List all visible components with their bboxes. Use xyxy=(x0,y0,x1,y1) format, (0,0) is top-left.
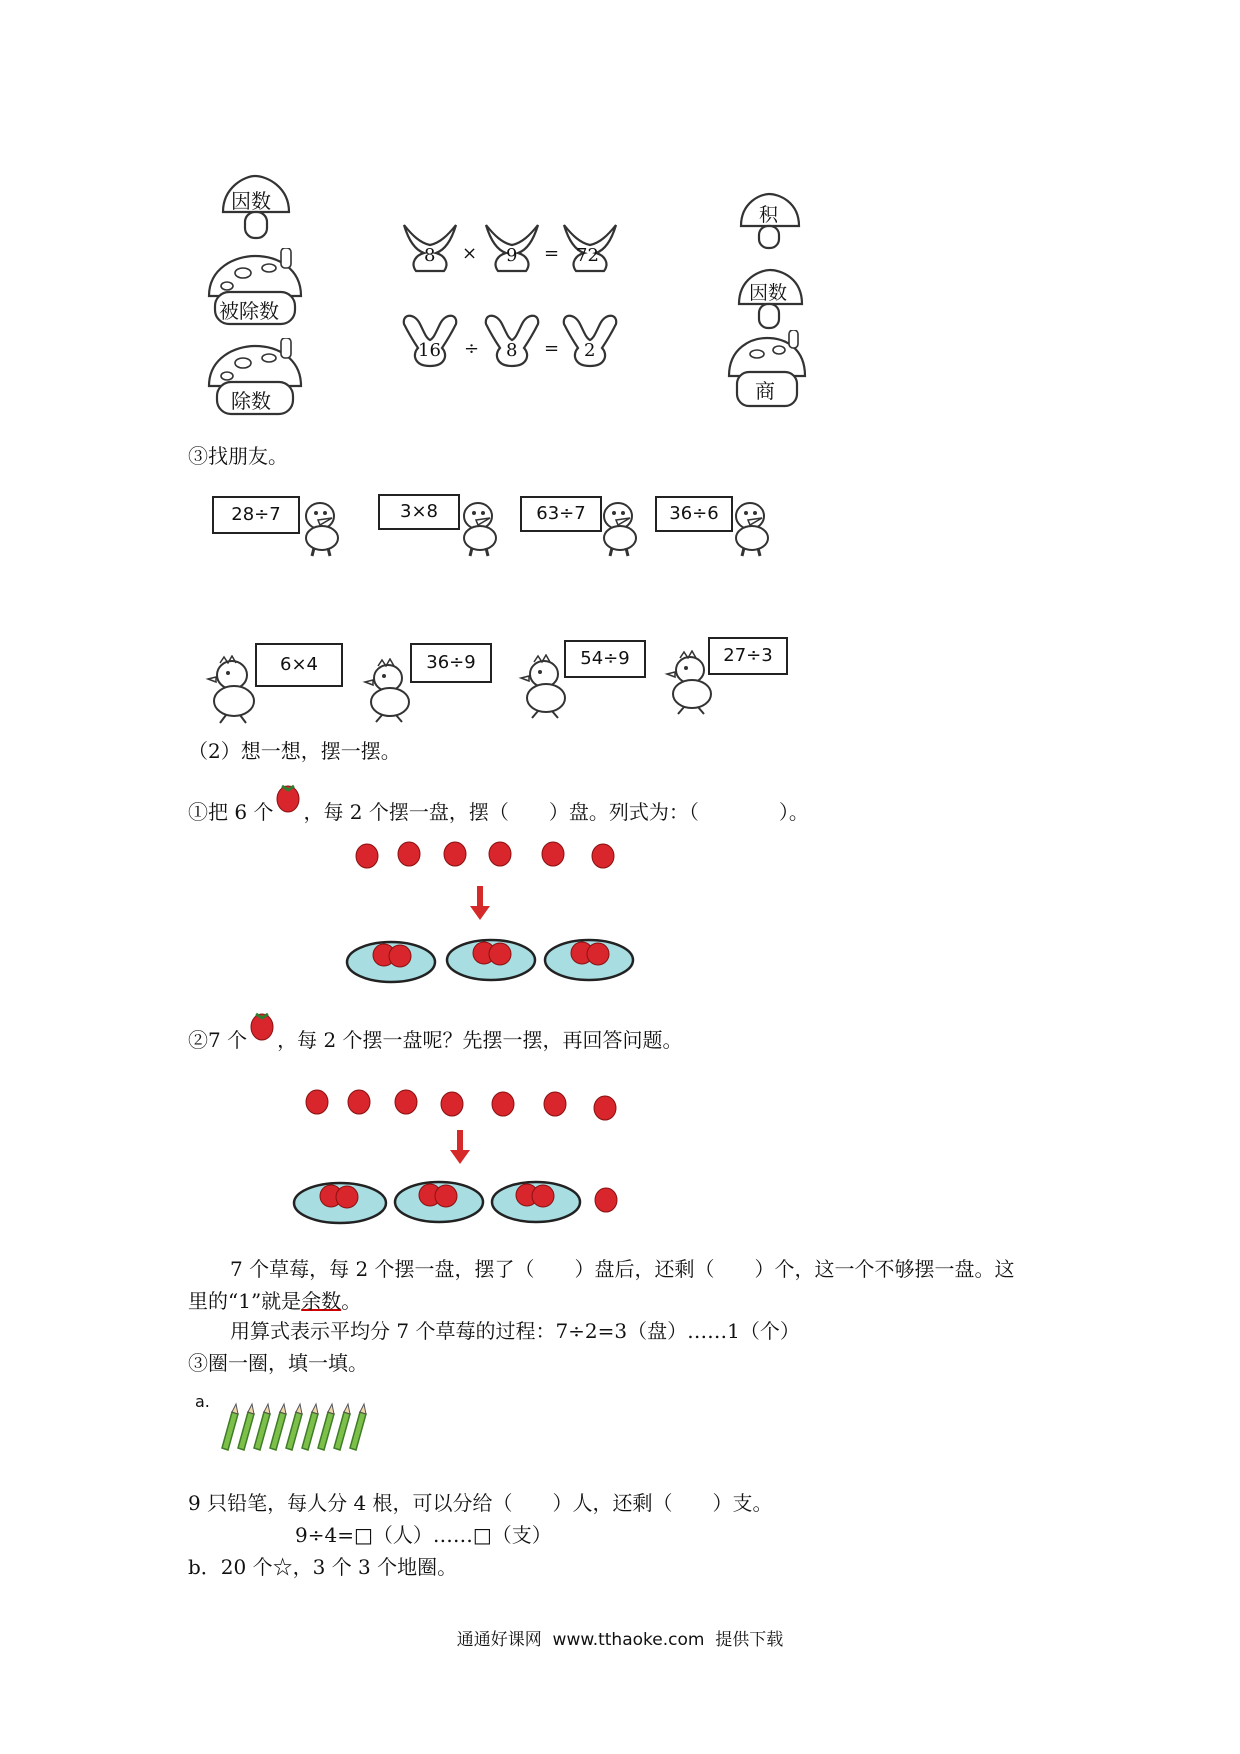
paragraph-1-line-1: 7 个草莓，每 2 个摆一盘，摆了（ ）盘后，还剩（ ）个，这一个不够摆一盘。这 xyxy=(230,1257,1015,1281)
remainder-term: 余数 xyxy=(301,1289,342,1313)
strawberry-icon xyxy=(247,1025,277,1047)
mushroom-label: 被除数 xyxy=(219,299,279,323)
eq2-c: 2 xyxy=(584,340,596,361)
mushroom-left-2 xyxy=(205,248,305,333)
expression-card: 6×4 xyxy=(255,643,343,687)
equation-row-1 xyxy=(400,215,620,275)
strawberry-plates-illustration xyxy=(285,1080,635,1230)
expression-card: 28÷7 xyxy=(212,496,300,534)
eq1-c: 72 xyxy=(576,245,599,266)
question-1-post: ，每 2 个摆一盘，摆（ ）盘。列式为：（ ）。 xyxy=(303,800,809,824)
strawberry-icon xyxy=(273,797,303,819)
eq1-a: 8 xyxy=(424,245,436,266)
paragraph-2: 用算式表示平均分 7 个草莓的过程：7÷2=3（盘）……1（个） xyxy=(230,1319,800,1343)
eq1-eq: = xyxy=(544,243,560,264)
eq1-op: × xyxy=(462,243,478,264)
bird-icon xyxy=(456,498,504,558)
question-1-pre: ①把 6 个 xyxy=(188,800,274,824)
question-3-title: ③圈一圈，填一填。 xyxy=(188,1351,368,1375)
footer: 通通好课网 www.tthaoke.com 提供下载 xyxy=(456,1630,784,1650)
paragraph-1-line-2-pre: 里的“1”就是 xyxy=(188,1289,302,1313)
expression-card: 3×8 xyxy=(378,494,460,530)
expression-card: 27÷3 xyxy=(708,637,788,675)
bird-icon xyxy=(728,498,776,558)
expression-card: 36÷9 xyxy=(410,643,492,683)
mushroom-label: 因数 xyxy=(749,282,788,304)
chick-icon xyxy=(200,655,262,725)
eq1-b: 9 xyxy=(506,245,518,266)
mushroom-label: 商 xyxy=(755,379,775,403)
expression-card: 36÷6 xyxy=(655,496,733,532)
mushroom-right-2 xyxy=(733,266,808,336)
mushroom-right-3 xyxy=(725,330,810,415)
question-3a: 9 只铅笔，每人分 4 根，可以分给（ ）人，还剩（ ）支。 xyxy=(188,1491,773,1515)
question-3b: b．20 个☆，3 个 3 个地圈。 xyxy=(188,1555,458,1579)
paragraph-1-line-2 xyxy=(188,1288,361,1314)
expression-card: 63÷7 xyxy=(520,496,602,532)
question-1 xyxy=(188,797,809,825)
section2-title: （2）想一想，摆一摆。 xyxy=(188,739,401,763)
chick-icon xyxy=(358,658,416,724)
eq2-a: 16 xyxy=(418,340,441,361)
mushroom-label: 积 xyxy=(759,204,779,226)
eq2-eq: = xyxy=(544,338,560,359)
eq2-op: ÷ xyxy=(464,338,480,359)
question-2-post: ，每 2 个摆一盘呢？先摆一摆，再回答问题。 xyxy=(277,1028,683,1052)
equation-row-2 xyxy=(400,310,620,370)
pencils-illustration xyxy=(218,1402,393,1452)
question-3a-formula: 9÷4=□（人）……□（支） xyxy=(295,1523,552,1547)
question-2 xyxy=(188,1025,683,1053)
bird-icon xyxy=(596,498,644,558)
expression-card: 54÷9 xyxy=(564,640,646,678)
find-friends-title: ③找朋友。 xyxy=(188,444,288,468)
mushroom-left-3 xyxy=(205,338,305,423)
eq2-b: 8 xyxy=(506,340,518,361)
mushroom-right-1 xyxy=(735,190,805,260)
bird-icon xyxy=(298,498,346,558)
q3a-label: a. xyxy=(195,1392,210,1411)
question-2-pre: ②7 个 xyxy=(188,1028,248,1052)
mushroom-label: 因数 xyxy=(231,189,271,213)
paragraph-1-line-2-post: 。 xyxy=(341,1289,362,1313)
mushroom-left-1 xyxy=(215,172,295,252)
mushroom-label: 除数 xyxy=(231,389,271,413)
strawberry-plates-illustration xyxy=(340,832,640,992)
